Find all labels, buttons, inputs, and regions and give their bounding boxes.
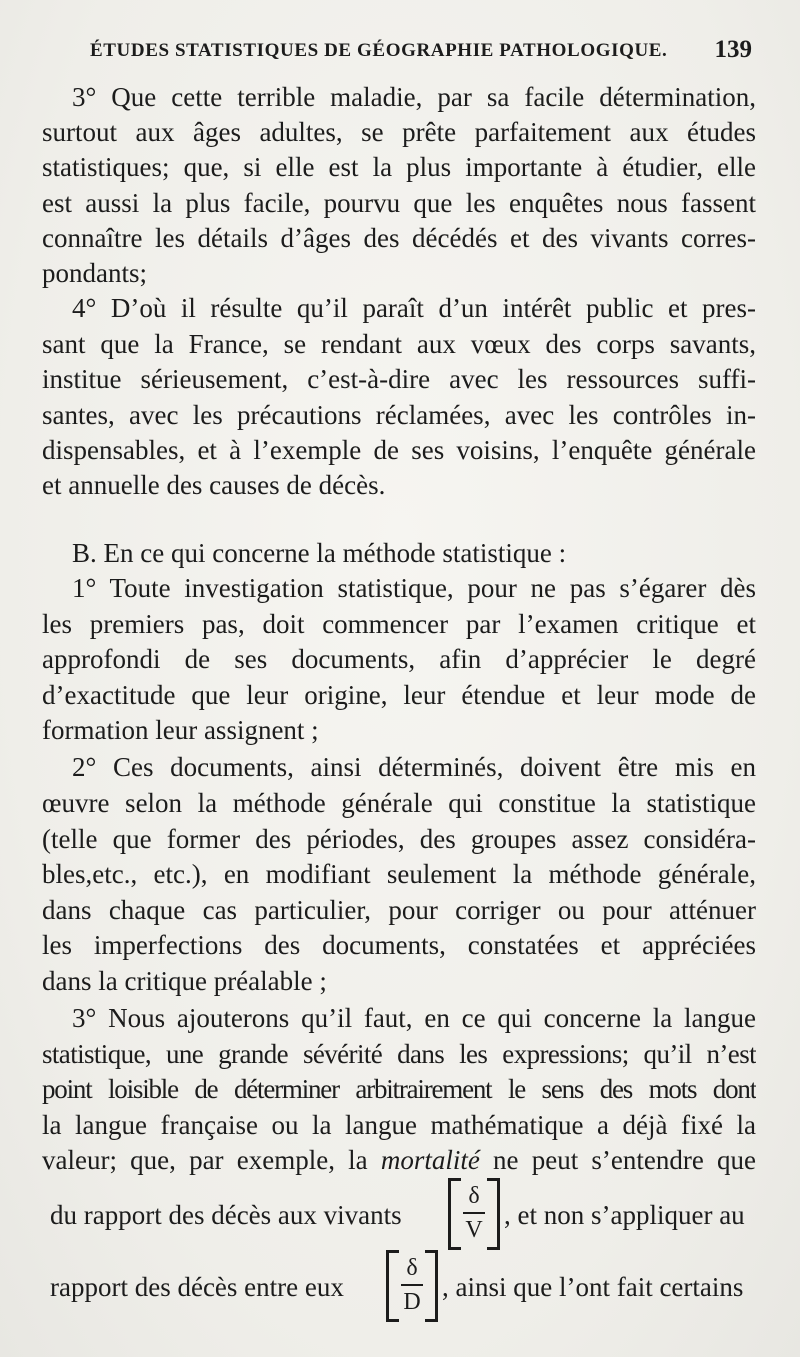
fraction-numerator: δ [463, 1182, 485, 1214]
text-line: statistiques; que, si elle est la plus importante à étudier, elle [42, 152, 756, 182]
text-line: 3° Nous ajouterons qu’il faut, en ce qui concerne la langue [72, 1003, 756, 1033]
text-line: approfondi de ses documents, afin d’apprécier le degré [42, 644, 756, 674]
text-line: connaître les détails d’âges des décédés et des vivants corres- [42, 223, 756, 253]
text-line: 4° D’où il résulte qu’il paraît d’un intérêt public et pres- [72, 293, 756, 323]
text-line: surtout aux âges adultes, se prête parfaitement aux études [42, 117, 756, 147]
text-line: pondants; [42, 258, 147, 288]
ratio-bracket [448, 1178, 500, 1250]
text-fragment: , ainsi que l’ont fait certains [442, 1272, 744, 1302]
text-line: sant que la France, se rendant aux vœux des corps savants, [42, 329, 756, 359]
fraction-numerator: δ [401, 1254, 423, 1286]
text-line: dispensables, et à l’exemple de ses voisins, l’enquête générale [42, 435, 756, 465]
italic-term: mortalité [380, 1145, 480, 1175]
text-fragment: ne peut s’entendre que [493, 1145, 756, 1175]
text-line: 2° Ces documents, ainsi déterminés, doivent être mis en [72, 752, 756, 782]
ratio-bracket [386, 1250, 438, 1322]
text-line: d’exactitude que leur origine, leur étendue et leur mode de [42, 680, 756, 710]
text-line: dans la critique préalable ; [42, 966, 327, 996]
page-header [40, 36, 760, 70]
text-fragment: valeur; que, par exemple, la [42, 1145, 368, 1175]
text-line: bles,etc., etc.), en modifiant seulement la méthode générale, [42, 859, 756, 889]
text-line: les imperfections des documents, constatées et appréciées [42, 930, 756, 960]
text-line: et annuelle des causes de décès. [42, 470, 386, 500]
text-fragment: rapport des décès entre eux [50, 1272, 344, 1302]
fraction-denominator: D [403, 1289, 421, 1315]
section-heading: B. En ce qui concerne la méthode statistique : [72, 538, 567, 568]
formula-line [42, 1178, 756, 1258]
formula-line [42, 1250, 756, 1330]
page-number: 139 [714, 36, 752, 63]
running-title: ÉTUDES STATISTIQUES DE GÉOGRAPHIE PATHOLOGIQUE. [90, 40, 668, 61]
text-line: statistique, une grande sévérité dans les expressions; qu’il n’est [42, 1039, 756, 1069]
text-line: santes, avec les précautions réclamées, avec les contrôles in- [42, 400, 756, 430]
text-line: formation leur assignent ; [42, 715, 319, 745]
text-line: point loisible de déterminer arbitrairement le sens des mots dont [42, 1074, 756, 1104]
text-line: œuvre selon la méthode générale qui constitue la statistique [42, 788, 756, 818]
fraction [451, 1182, 497, 1244]
text-line: (telle que former des périodes, des groupes assez considéra- [42, 824, 756, 854]
text-line: institue sérieusement, c’est-à-dire avec les ressources suffi- [42, 364, 756, 394]
text-line: les premiers pas, doit commencer par l’examen critique et [42, 609, 756, 639]
text-line [42, 1141, 756, 1179]
text-line: 1° Toute investigation statistique, pour ne pas s’égarer dès [72, 573, 756, 603]
text-line: dans chaque cas particulier, pour corriger ou pour atténuer [42, 895, 756, 925]
fraction [389, 1254, 435, 1316]
text-line: est aussi la plus facile, pourvu que les enquêtes nous fassent [42, 188, 756, 218]
fraction-denominator: V [465, 1217, 483, 1243]
text-line: la langue française ou la langue mathématique a déjà fixé la [42, 1110, 756, 1140]
text-line: 3° Que cette terrible maladie, par sa facile détermination, [72, 82, 756, 112]
text-fragment: , et non s’appliquer au [504, 1200, 745, 1230]
text-fragment: du rapport des décès aux vivants [50, 1200, 402, 1230]
